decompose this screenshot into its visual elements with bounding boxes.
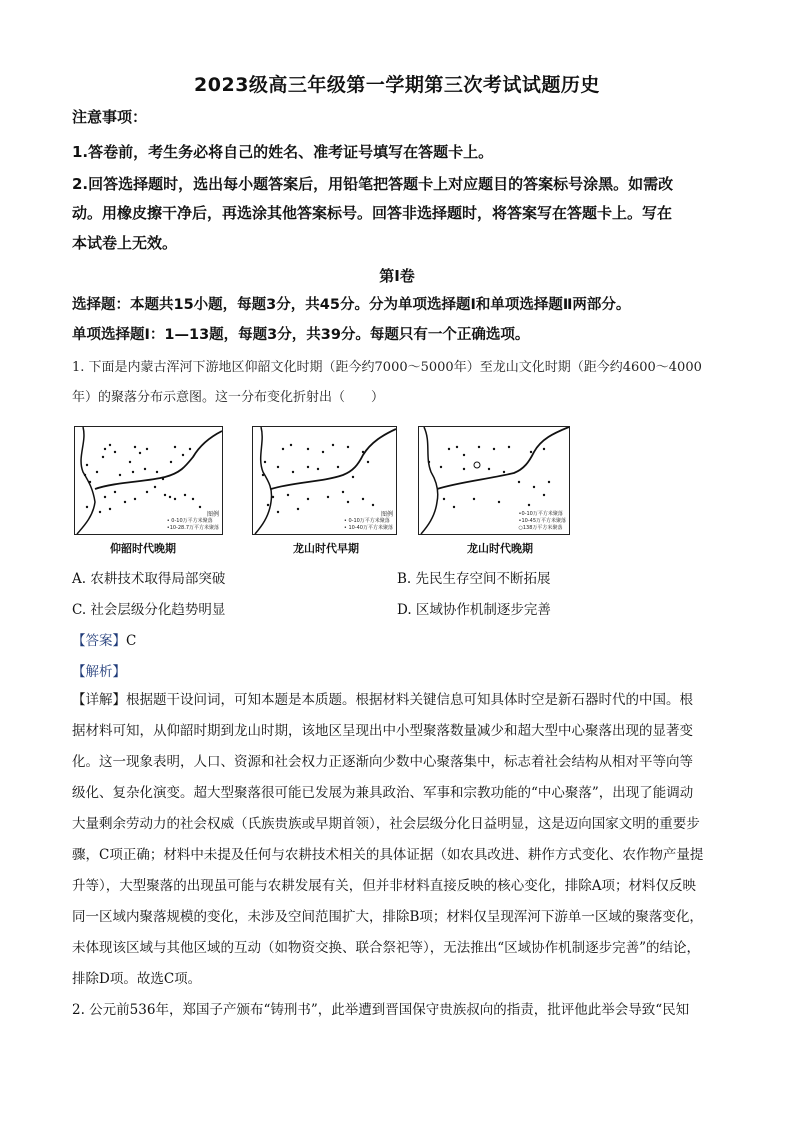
notice-heading: 注意事项： xyxy=(72,108,148,126)
map-caption: 龙山时代早期 xyxy=(293,542,359,555)
map-legend: 图例 • 0-10万平方米聚落 • 10-40万平方米聚落 xyxy=(343,511,393,531)
map-legend: 图例 • 0-10万平方米聚落 •10-28.7万平方米聚落 xyxy=(166,511,219,531)
analysis-line: 【详解】根据题干设问词，可知本题是本质题。根据材料关键信息可知具体时空是新石器时代的中国。根 xyxy=(72,692,693,708)
option-d: D. 区域协作机制逐步完善 xyxy=(397,602,551,618)
map-legend: •0-10万平方米聚落 •10-45万平方米聚落 ○138万平方米聚落 xyxy=(518,511,566,531)
analysis-label: 【解析】 xyxy=(72,664,126,680)
analysis-line: 据材料可知，从仰韶时期到龙山时期，该地区呈现出中小型聚落数量减少和超大型中心聚落出现的显著变 xyxy=(72,723,693,739)
question-1-stem-cont: 年）的聚落分布示意图。这一分布变化折射出（ ） xyxy=(72,390,385,405)
answer-line xyxy=(72,629,136,649)
option-b: B. 先民生存空间不断拓展 xyxy=(397,571,551,587)
notice-item-1: 1.答卷前，考生务必将自己的姓名、准考证号填写在答题卡上。 xyxy=(72,143,494,161)
analysis-line: 排除D项。故选C项。 xyxy=(72,971,202,987)
question-2-stem: 2. 公元前536年，郑国子产颁布“铸刑书”，此举遭到晋国保守贵族叔向的指责，批评他此举会导致“民知 xyxy=(72,1002,690,1018)
notice-item-2-cont: 动。用橡皮擦干净后，再选涂其他答案标号。回答非选择题时，将答案写在答题卡上。写在 xyxy=(72,204,673,222)
answer-label: 【答案】 xyxy=(72,633,126,649)
page-title: 2023级高三年级第一学期第三次考试试题历史 xyxy=(194,74,600,96)
map-caption: 龙山时代晚期 xyxy=(467,542,533,555)
analysis-line: 骤，C项正确；材料中未提及任何与农耕技术相关的具体证据（如农具改进、耕作方式变化、农作物产量提 xyxy=(72,847,704,863)
answer-value: C xyxy=(126,633,137,649)
section-subintro: 单项选择题Ⅰ：1—13题，每题3分，共39分。每题只有一个正确选项。 xyxy=(72,327,530,343)
option-c: C. 社会层级分化趋势明显 xyxy=(72,602,226,618)
analysis-line: 升等），大型聚落的出现虽可能与农耕发展有关，但并非材料直接反映的核心变化，排除A项；材料仅反映 xyxy=(72,878,696,894)
section-intro: 选择题：本题共15小题，每题3分，共45分。分为单项选择题Ⅰ和单项选择题Ⅱ两部分。 xyxy=(72,297,631,313)
analysis-line: 大量剩余劳动力的社会权威（氏族贵族或早期首领），社会层级分化日益明显，这是迈向国家文明的重要步 xyxy=(72,816,700,832)
notice-item-2-end: 本试卷上无效。 xyxy=(72,234,178,252)
analysis-line: 同一区域内聚落规模的变化，未涉及空间范围扩大，排除B项；材料仅呈现浑河下游单一区域的聚落变化， xyxy=(72,909,703,925)
settlement-map-longshan-late xyxy=(418,426,570,535)
settlement-map-longshan-early xyxy=(252,426,397,535)
analysis-line: 级化、复杂化演变。超大型聚落很可能已发展为兼具政治、军事和宗教功能的“中心聚落”，出现了能调动 xyxy=(72,785,694,801)
notice-item-2: 2.回答选择题时，选出每小题答案后，用铅笔把答题卡上对应题目的答案标号涂黑。如需改 xyxy=(72,175,674,193)
analysis-line: 化。这一现象表明，人口、资源和社会权力正逐渐向少数中心聚落集中，标志着社会结构从相对平等向等 xyxy=(72,754,693,770)
volume-heading: 第Ⅰ卷 xyxy=(379,267,415,285)
option-a: A. 农耕技术取得局部突破 xyxy=(72,571,226,587)
map-caption: 仰韶时代晚期 xyxy=(110,542,176,555)
question-1-stem: 1. 下面是内蒙古浑河下游地区仰韶文化时期（距今约7000～5000年）至龙山文化时期（距今约4600～4000 xyxy=(72,360,702,375)
analysis-line: 未体现该区域与其他区域的互动（如物资交换、联合祭祀等），无法推出“区域协作机制逐步完善”的结论， xyxy=(72,940,701,956)
settlement-map-yangshao-late xyxy=(74,426,223,535)
